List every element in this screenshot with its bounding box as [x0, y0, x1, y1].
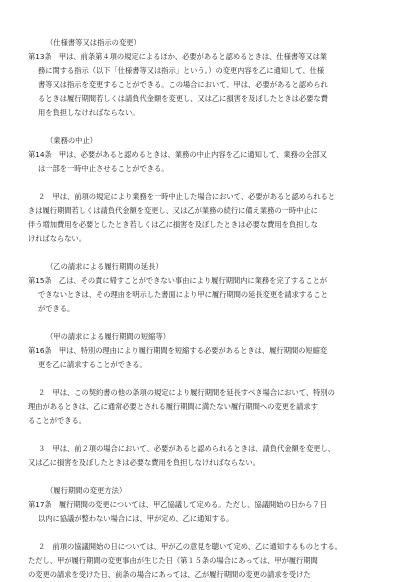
article-paragraph	[28, 148, 388, 176]
section-heading: （履行期間の変更方法）	[46, 486, 127, 495]
text-line: ２ 甲は、この契約書の他の条項の規定により履行期間を延長すべき場合において、特別の	[38, 388, 335, 397]
text-line: ければならない。	[28, 234, 86, 243]
section-heading: （仕様書等又は指示の変更）	[46, 38, 141, 47]
text-line: ただし、甲が履行期間の変更事由が生じた日（第１５条の場合にあっては、甲が履行期間	[28, 556, 318, 565]
text-line: ることができる。	[28, 416, 86, 425]
text-line: ２ 甲は、前項の規定により業務を一時中止した場合において、必要があると認められると	[38, 192, 335, 201]
text-line: 更を乙に請求することができる。	[38, 360, 147, 369]
text-line: 第16条 甲は、特別の理由により履行期間を短縮する必要があるときは、履行期間の短縮変	[28, 346, 328, 355]
text-line: きは履行期間若しくは請負代金額を変更し、又は乙が業務の続行に備え業務の一時中止に	[28, 206, 318, 215]
text-line: るときは履行期間若しくは請負代金額を変更し、又は乙に損害を及ぼしたときは必要な費	[38, 94, 328, 103]
section-heading: （甲の請求による履行期間の短縮等）	[46, 332, 171, 341]
text-line: の変更の請求を受けた日、前条の場合にあっては、乙が履行期間の変更の請求を受けた	[28, 570, 311, 579]
text-line: 用を負担しなければならない。	[38, 108, 140, 117]
text-line: 務に関する指示（以下「仕様書等又は指示」という。）の変更内容を乙に通知して、仕様	[38, 66, 325, 75]
section-heading: （乙の請求による履行期間の延長）	[46, 262, 163, 271]
text-line: 第15条 乙は、その責に帰すことができない事由により履行期間内に業務を完了することが	[28, 276, 328, 285]
text-line: 第17条 履行期間の変更については、甲乙協議して定める。ただし、協議開始の日から７日	[28, 500, 327, 509]
text-line: 第14条 甲は、必要があると認めるときは、業務の中止内容を乙に通知して、業務の全部又	[28, 150, 327, 159]
clause-paragraph	[28, 190, 388, 246]
clause-paragraph	[28, 442, 388, 470]
text-line: は一部を一時中止させることができる。	[38, 164, 169, 173]
clause-paragraph	[28, 386, 388, 428]
text-line: 伴う増加費用を必要としたとき若しくは乙に損害を及ぼしたときは必要な費用を負担しな	[28, 220, 318, 229]
text-line: 第13条 甲は、前条第４項の規定によるほか、必要があると認めるときは、仕様書等又は業	[28, 52, 328, 61]
text-line: 理由があるときは、乙に通常必要とされる履行期間に満たない履行期間への変更を請求す	[28, 402, 318, 411]
article-paragraph	[28, 274, 388, 316]
clause-paragraph	[28, 540, 388, 582]
text-line: 以内に協議が整わない場合には、甲が定め、乙に通知する。	[38, 514, 234, 523]
text-line: ３ 甲は、前２項の場合において、必要があると認められるときは、請負代金額を変更し、	[38, 444, 335, 453]
text-line: できないときは、その理由を明示した書面により甲に履行期間の延長変更を請求すること	[38, 290, 328, 299]
text-line: ができる。	[38, 304, 75, 313]
text-line: 書等又は指示を変更することができる。この場合において、甲は、必要があると認められ	[38, 80, 328, 89]
section-heading: （業務の中止）	[46, 136, 98, 145]
text-line: 又は乙に損害を及ぼしたときは必要な費用を負担しなければならない。	[28, 458, 260, 467]
article-paragraph	[28, 344, 388, 372]
article-paragraph	[28, 50, 388, 120]
text-line: ２ 前項の協議開始の日については、甲が乙の意見を聴いて定め、乙に通知するものとする。	[38, 542, 342, 551]
article-paragraph	[28, 498, 388, 526]
